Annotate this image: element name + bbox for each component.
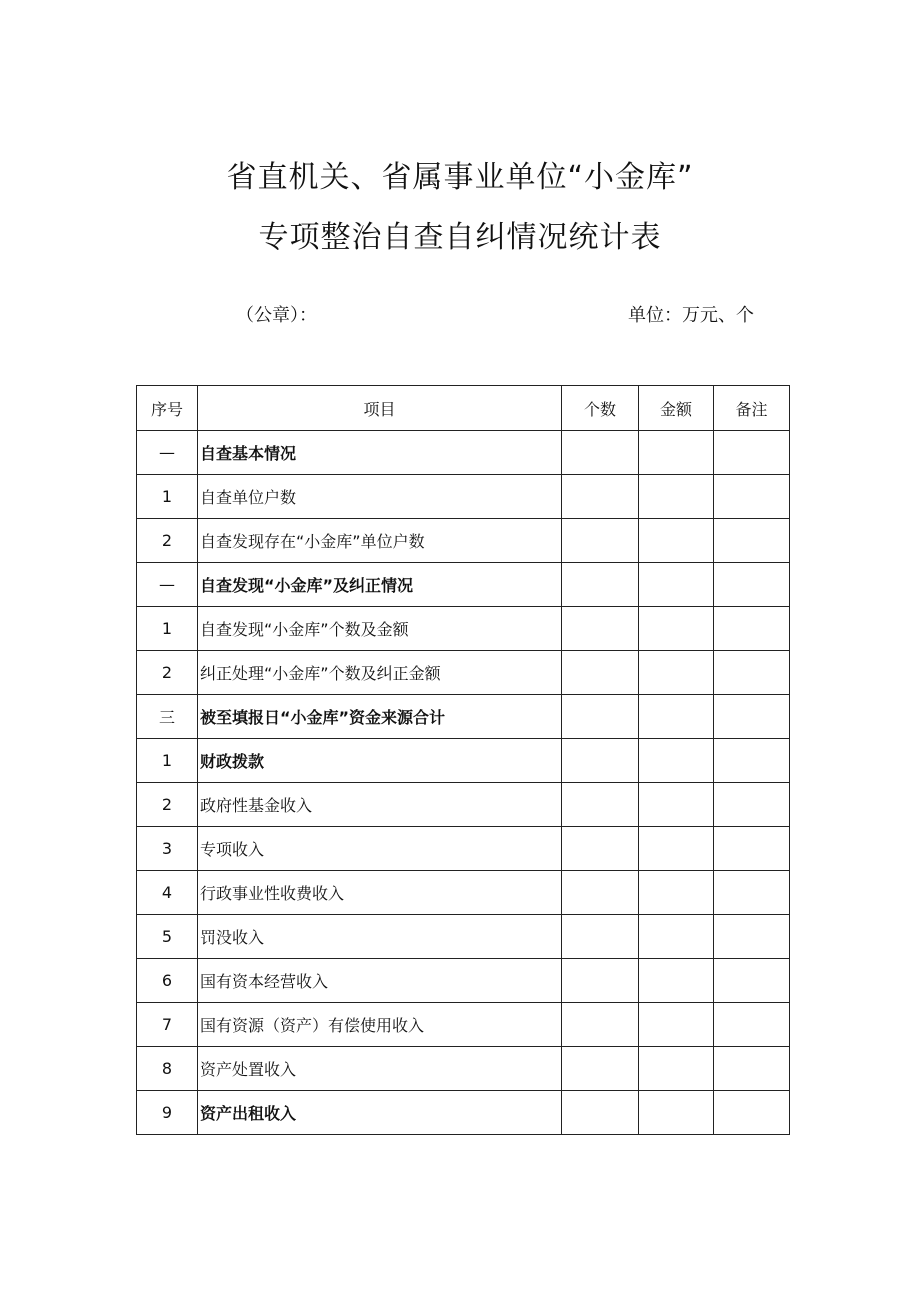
row-item: 自查发现“小金库”个数及金额	[198, 607, 562, 651]
cell-count[interactable]	[562, 475, 639, 519]
cell-count[interactable]	[562, 959, 639, 1003]
row-number: 4	[137, 871, 198, 915]
cell-remark[interactable]	[714, 1047, 790, 1091]
cell-amount[interactable]	[639, 1047, 714, 1091]
row-item: 自查单位户数	[198, 475, 562, 519]
cell-count[interactable]	[562, 651, 639, 695]
header-count: 个数	[562, 386, 639, 431]
cell-count[interactable]	[562, 1047, 639, 1091]
cell-count[interactable]	[562, 871, 639, 915]
row-item: 纠正处理“小金库”个数及纠正金额	[198, 651, 562, 695]
row-item: 政府性基金收入	[198, 783, 562, 827]
row-number: 1	[137, 739, 198, 783]
cell-amount[interactable]	[639, 783, 714, 827]
row-item: 自查发现存在“小金库”单位户数	[198, 519, 562, 563]
header-no: 序号	[137, 386, 198, 431]
table-row	[137, 475, 790, 519]
cell-remark[interactable]	[714, 783, 790, 827]
table-row	[137, 563, 790, 607]
header-item: 项目	[198, 386, 562, 431]
row-number: 2	[137, 783, 198, 827]
cell-count[interactable]	[562, 563, 639, 607]
cell-count[interactable]	[562, 1091, 639, 1135]
title-line-1: 省直机关、省属事业单位“小金库”	[226, 160, 694, 195]
header-remark: 备注	[714, 386, 790, 431]
statistics-table	[136, 385, 790, 1135]
row-item: 国有资源（资产）有偿使用收入	[198, 1003, 562, 1047]
row-number: 3	[137, 827, 198, 871]
cell-remark[interactable]	[714, 1003, 790, 1047]
cell-amount[interactable]	[639, 959, 714, 1003]
row-number: 2	[137, 651, 198, 695]
row-item: 罚没收入	[198, 915, 562, 959]
row-number: 6	[137, 959, 198, 1003]
row-item: 资产出租收入	[198, 1091, 562, 1135]
cell-remark[interactable]	[714, 475, 790, 519]
cell-count[interactable]	[562, 827, 639, 871]
row-item: 自查发现“小金库”及纠正情况	[198, 563, 562, 607]
cell-remark[interactable]	[714, 871, 790, 915]
cell-amount[interactable]	[639, 431, 714, 475]
cell-amount[interactable]	[639, 651, 714, 695]
table-row	[137, 827, 790, 871]
row-number: —	[137, 563, 198, 607]
table-row	[137, 431, 790, 475]
table-row	[137, 519, 790, 563]
row-item: 专项收入	[198, 827, 562, 871]
seal-label: （公章）：	[236, 305, 317, 326]
table-row	[137, 1091, 790, 1135]
cell-remark[interactable]	[714, 739, 790, 783]
cell-amount[interactable]	[639, 915, 714, 959]
cell-amount[interactable]	[639, 607, 714, 651]
table-row	[137, 607, 790, 651]
cell-amount[interactable]	[639, 827, 714, 871]
cell-amount[interactable]	[639, 695, 714, 739]
table-row	[137, 1003, 790, 1047]
cell-amount[interactable]	[639, 739, 714, 783]
header-amount: 金额	[639, 386, 714, 431]
row-item: 被至填报日“小金库”资金来源合计	[198, 695, 562, 739]
cell-count[interactable]	[562, 519, 639, 563]
row-number: 9	[137, 1091, 198, 1135]
unit-label: 单位：万元、个	[628, 305, 754, 326]
cell-remark[interactable]	[714, 519, 790, 563]
table-row	[137, 959, 790, 1003]
table-row	[137, 871, 790, 915]
cell-count[interactable]	[562, 739, 639, 783]
table-row	[137, 695, 790, 739]
table-row	[137, 915, 790, 959]
row-number: 1	[137, 475, 198, 519]
row-number: 2	[137, 519, 198, 563]
row-number: 1	[137, 607, 198, 651]
table-row	[137, 651, 790, 695]
row-number: 8	[137, 1047, 198, 1091]
cell-amount[interactable]	[639, 1091, 714, 1135]
cell-amount[interactable]	[639, 475, 714, 519]
cell-amount[interactable]	[639, 563, 714, 607]
cell-remark[interactable]	[714, 563, 790, 607]
row-item: 自查基本情况	[198, 431, 562, 475]
table-row	[137, 783, 790, 827]
cell-remark[interactable]	[714, 915, 790, 959]
cell-remark[interactable]	[714, 959, 790, 1003]
cell-count[interactable]	[562, 607, 639, 651]
cell-remark[interactable]	[714, 1091, 790, 1135]
cell-amount[interactable]	[639, 871, 714, 915]
cell-count[interactable]	[562, 1003, 639, 1047]
cell-amount[interactable]	[639, 1003, 714, 1047]
title-line-2: 专项整治自查自纠情况统计表	[258, 220, 662, 255]
cell-remark[interactable]	[714, 695, 790, 739]
table-row	[137, 739, 790, 783]
cell-remark[interactable]	[714, 827, 790, 871]
row-number: —	[137, 431, 198, 475]
row-number: 5	[137, 915, 198, 959]
cell-count[interactable]	[562, 915, 639, 959]
row-item: 资产处置收入	[198, 1047, 562, 1091]
cell-remark[interactable]	[714, 431, 790, 475]
cell-count[interactable]	[562, 695, 639, 739]
cell-remark[interactable]	[714, 651, 790, 695]
table-row	[137, 1047, 790, 1091]
table-header-row	[137, 386, 790, 431]
cell-count[interactable]	[562, 431, 639, 475]
row-number: 7	[137, 1003, 198, 1047]
cell-count[interactable]	[562, 783, 639, 827]
cell-remark[interactable]	[714, 607, 790, 651]
row-number: 三	[137, 695, 198, 739]
row-item: 行政事业性收费收入	[198, 871, 562, 915]
row-item: 国有资本经营收入	[198, 959, 562, 1003]
cell-amount[interactable]	[639, 519, 714, 563]
row-item: 财政拨款	[198, 739, 562, 783]
